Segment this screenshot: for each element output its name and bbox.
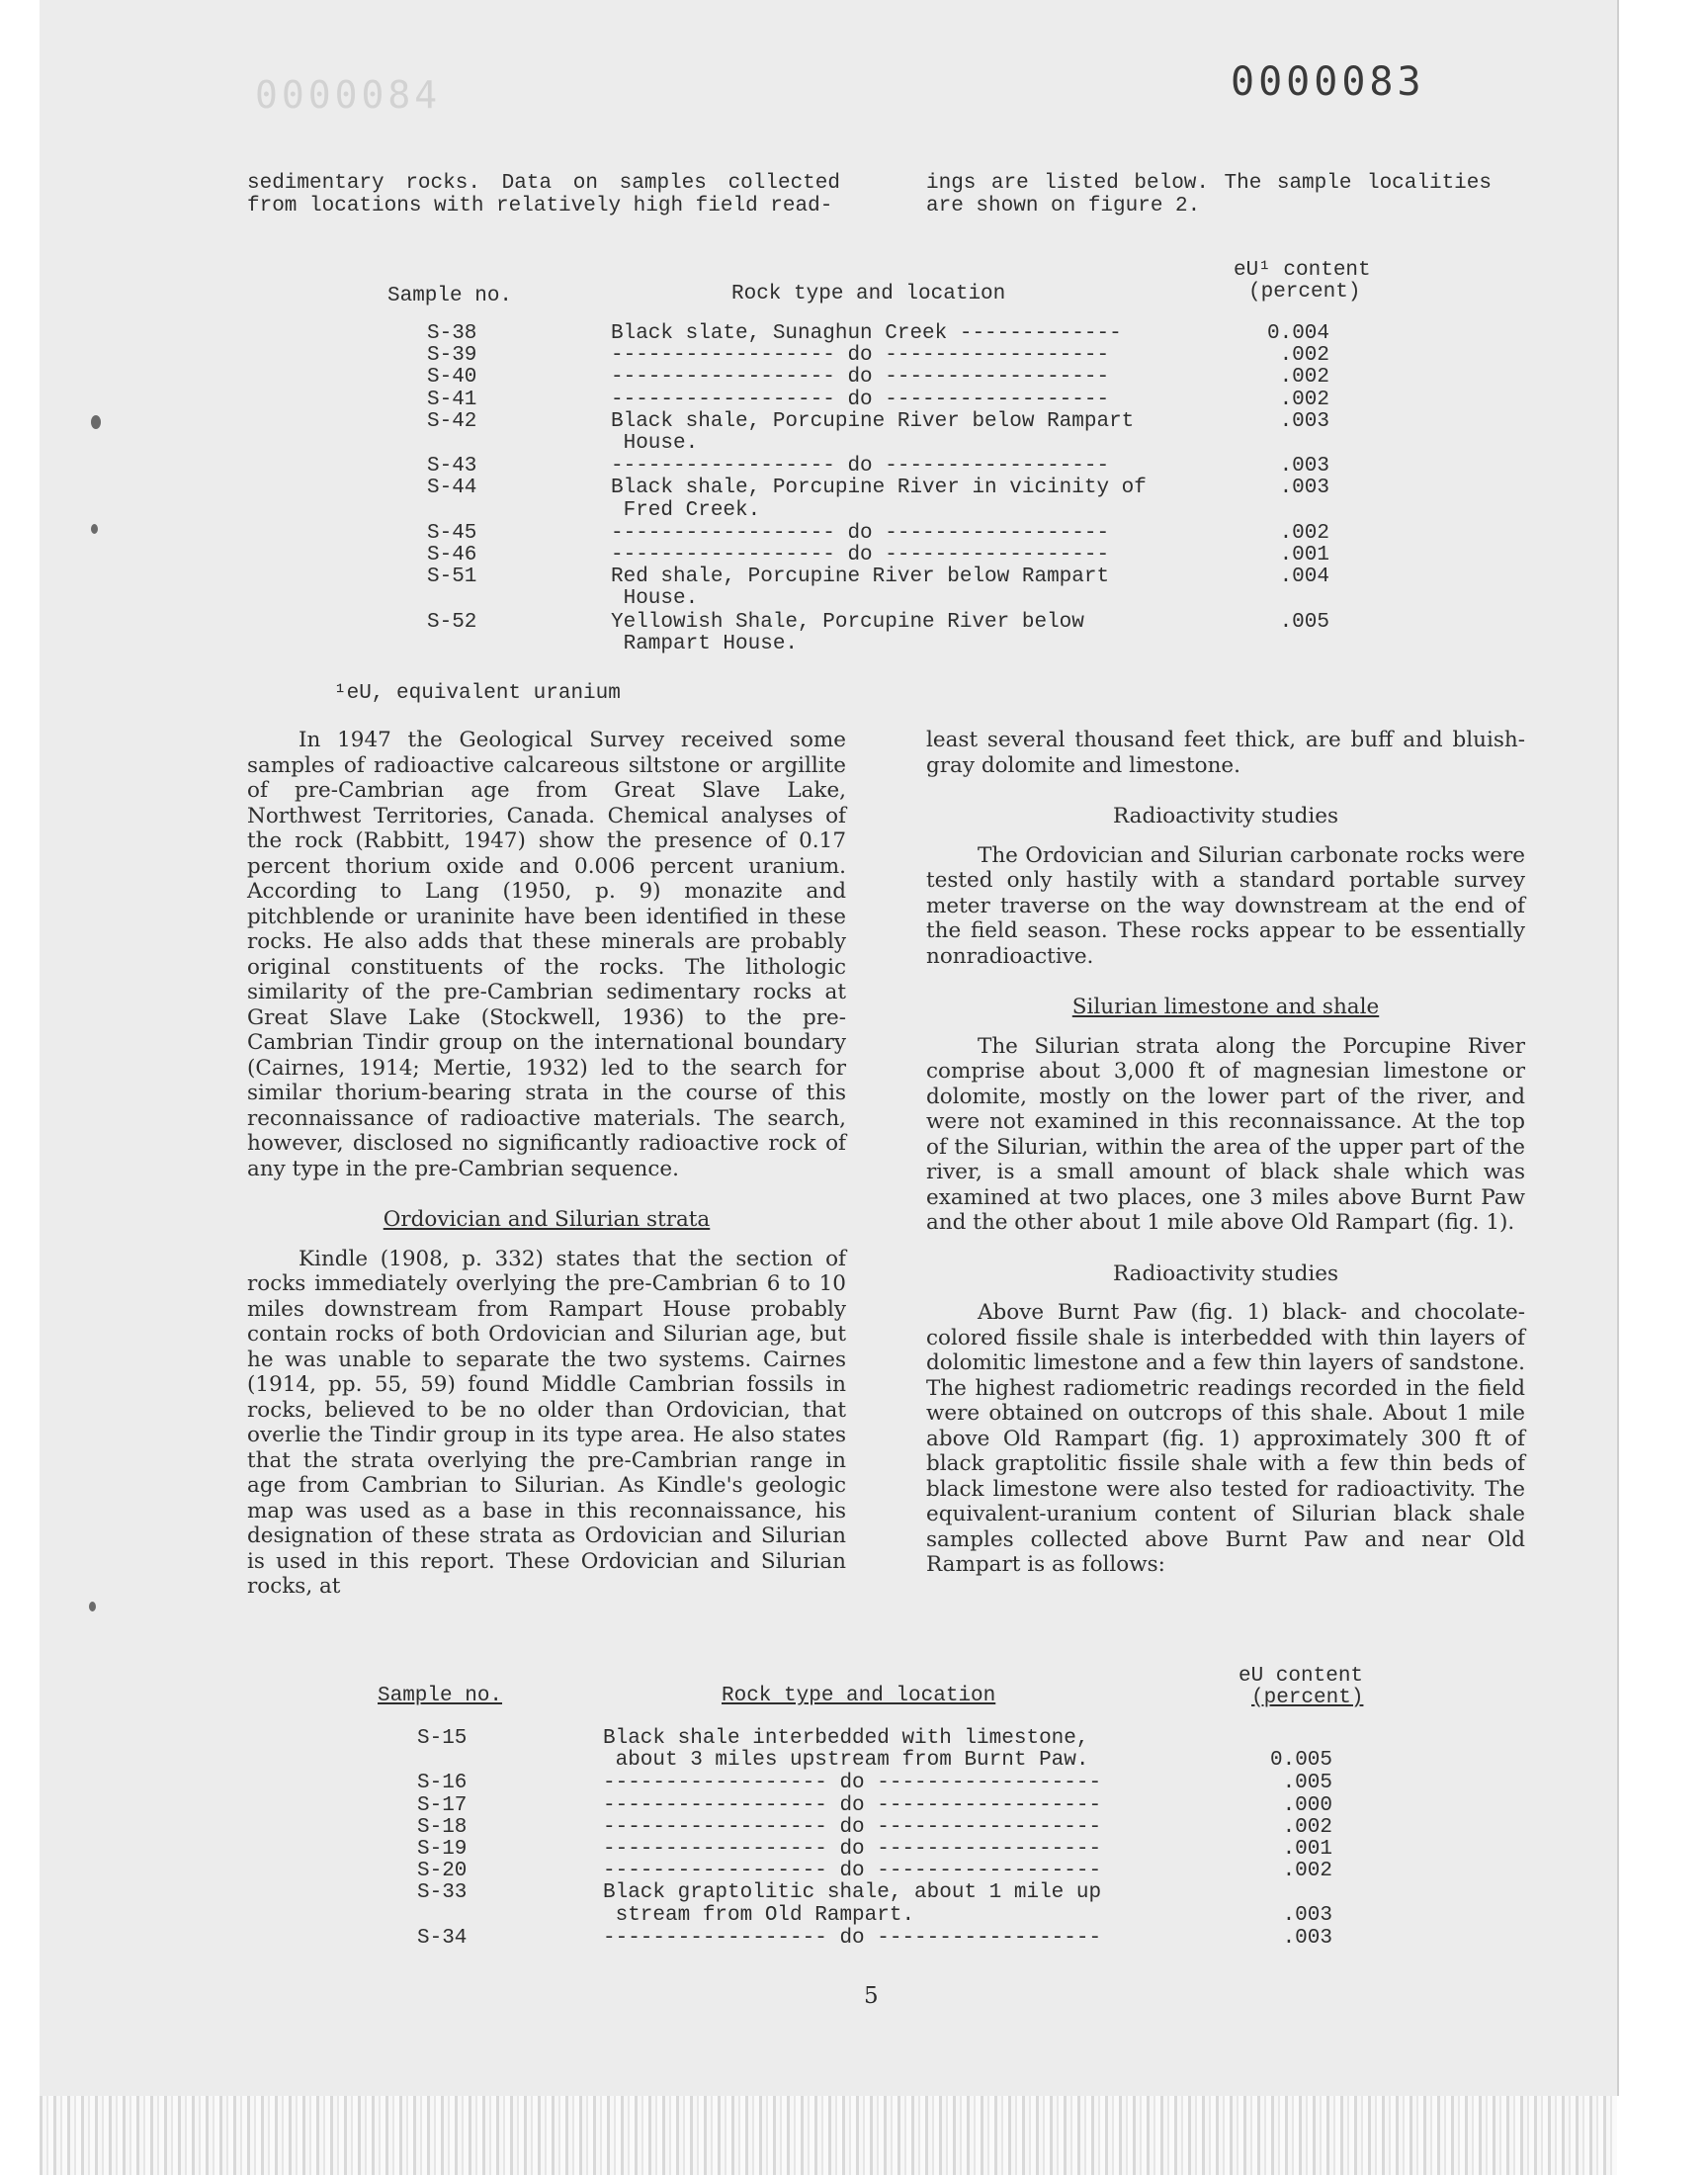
table-cell-rock-type: ------------------ do ------------------ [611, 521, 1110, 545]
section-heading: Ordovician and Silurian strata [383, 1207, 711, 1232]
table-cell-eu-value: 0.004 [1266, 322, 1329, 345]
punch-hole-mark [91, 524, 98, 534]
table2-col-eu: eU content [1238, 1665, 1364, 1688]
table-cell-eu-value: .000 [1282, 1793, 1332, 1817]
table-cell-sample: S-16 [417, 1772, 468, 1795]
table-cell-sample: S-43 [427, 455, 477, 478]
table-cell-sample: S-33 [417, 1881, 468, 1905]
paragraph: Kindle (1908, p. 332) states that the section of rocks immediately overlying the pre-Cambrian 6 to 10 miles downstream from Rampart House probably contain rocks of both Ordovician and Silurian age, but he was unable to separate the two systems. Cairnes (1914, pp. 55, 59) found Middle Cambrian fossils in rocks, believed to be no older than Ordovician, that overlie the Tindir group in its type area. He also states that the strata overlying the pre-Cambrian range in age from Cambrian to Silurian. As Kindle's geologic map was used as a base in this reconnaissance, his designation of these strata as Ordovician and Silurian is used in this report. These Ordovician and Silurian rocks, at [247, 1246, 846, 1599]
table-cell-rock-type-cont: Fred Creek. [611, 498, 761, 522]
table-cell-rock-type: ------------------ do ------------------ [611, 455, 1110, 478]
table-cell-eu-value: .002 [1279, 388, 1329, 411]
table-cell-rock-type-cont: Rampart House. [611, 632, 799, 655]
table2-col-eu-unit: (percent) [1251, 1687, 1364, 1709]
table-cell-sample: S-17 [417, 1793, 468, 1817]
right-column [926, 728, 1525, 1578]
table-cell-sample: S-18 [417, 1815, 468, 1839]
page-number: 5 [864, 1983, 879, 2009]
table-cell-rock-type-cont: House. [611, 432, 699, 455]
table-cell-sample: S-51 [427, 566, 477, 589]
table-cell-eu-value: .005 [1279, 610, 1329, 634]
table2-col-sample: Sample no. [378, 1685, 503, 1707]
table-cell-sample: S-38 [427, 322, 477, 345]
table-cell-sample: S-45 [427, 521, 477, 545]
table-cell-eu-value: .002 [1279, 366, 1329, 390]
bleed-through-number: 0000084 [255, 73, 442, 117]
table-cell-rock-type: Black shale, Porcupine River in vicinity of [611, 477, 1147, 500]
paragraph: Above Burnt Paw (fig. 1) black- and chocolate-colored fissile shale is interbedded with thin layers of dolomitic limestone and a few thin layers of sandstone. The highest radiometric readings recorded in the field were obtained on outcrops of this shale. About 1 mile above Old Rampart (fig. 1) approximately 300 ft of black graptolitic fissile shale with a few thin beds of black limestone were also tested for radioactivity. The equivalent-uranium content of Silurian black shale samples collected above Burnt Paw and near Old Rampart is as follows: [926, 1300, 1525, 1577]
table-cell-eu-value: .005 [1282, 1772, 1332, 1795]
table-cell-eu-value: .003 [1279, 409, 1329, 433]
table-cell-rock-type: ------------------ do ------------------ [603, 1793, 1102, 1817]
table2-col-rock: Rock type and location [722, 1685, 996, 1707]
table-cell-rock-type: Black graptolitic shale, about 1 mile up [603, 1881, 1102, 1905]
intro-left-text: sedimentary rocks. Data on samples collected from locations with relatively high field read- [247, 172, 840, 218]
table-cell-eu-value: .001 [1282, 1838, 1332, 1861]
paragraph: In 1947 the Geological Survey received some samples of radioactive calcareous siltstone or argillite of pre-Cambrian age from Great Slave Lake, Northwest Territories, Canada. Chemical analyses of the rock (Rabbitt, 1947) show the presence of 0.17 percent thorium oxide and 0.006 percent uranium. According to Lang (1950, p. 9) monazite and pitchblende or uraninite have been identified in these rocks. He also adds that these minerals are probably original constituents of the rocks. The lithologic similarity of the pre-Cambrian sedimentary rocks at Great Slave Lake (Stockwell, 1936) to the pre-Cambrian Tindir group on the international boundary (Cairnes, 1914; Mertie, 1932) led to the search for similar thorium-bearing strata in the course of this reconnaissance of radioactive materials. The search, however, disclosed no significantly radioactive rock of any type in the pre-Cambrian sequence. [247, 728, 846, 1181]
table-cell-eu-value: .003 [1282, 1903, 1332, 1927]
section-heading: Silurian limestone and shale [1071, 995, 1380, 1019]
table-cell-rock-type: Black shale, Porcupine River below Rampart [611, 409, 1135, 433]
table1-col-eu-unit: (percent) [1248, 281, 1361, 304]
table-cell-sample: S-41 [427, 388, 477, 411]
table-cell-sample: S-39 [427, 344, 477, 368]
table-cell-rock-type: Black slate, Sunaghun Creek ------------- [611, 322, 1122, 345]
table-cell-rock-type: ------------------ do ------------------ [611, 366, 1110, 390]
table-cell-sample: S-46 [427, 544, 477, 566]
section-heading: Radioactivity studies [1112, 1261, 1339, 1286]
table-cell-eu-value: .002 [1279, 521, 1329, 545]
table-cell-eu-value: .003 [1282, 1926, 1332, 1950]
table-cell-rock-type: ------------------ do ------------------ [611, 388, 1110, 411]
table1-col-eu: eU¹ content [1234, 259, 1371, 282]
table1-col-sample: Sample no. [387, 285, 513, 307]
table-cell-sample: S-20 [417, 1860, 468, 1883]
intro-right-text: ings are listed below. The sample localities are shown on figure 2. [926, 172, 1492, 218]
section-heading: Radioactivity studies [1112, 804, 1339, 828]
table-cell-eu-value: .002 [1282, 1860, 1332, 1883]
punch-hole-mark [89, 1602, 96, 1611]
table1-footnote: ¹eU, equivalent uranium [334, 682, 621, 705]
paragraph: The Ordovician and Silurian carbonate rocks were tested only hastily with a standard portable survey meter traverse on the way downstream at the end of the field season. These rocks appear to be essentially nonradioactive. [926, 842, 1525, 969]
table-cell-rock-type: ------------------ do ------------------ [603, 1926, 1102, 1950]
table-cell-rock-type: ------------------ do ------------------ [603, 1838, 1102, 1861]
table1-col-rock: Rock type and location [731, 283, 1006, 305]
table-cell-sample: S-40 [427, 366, 477, 390]
table-cell-rock-type: Red shale, Porcupine River below Rampart [611, 566, 1110, 589]
table-cell-eu-value: .002 [1282, 1815, 1332, 1839]
left-column [247, 728, 846, 1600]
table-cell-rock-type-cont: House. [611, 587, 699, 611]
table-cell-rock-type-cont: stream from Old Rampart. [603, 1903, 915, 1927]
punch-hole-mark [91, 415, 101, 429]
table-cell-eu-value: .004 [1279, 566, 1329, 589]
table-cell-sample: S-19 [417, 1838, 468, 1861]
table-cell-sample: S-52 [427, 610, 477, 634]
table-cell-rock-type: ------------------ do ------------------ [603, 1860, 1102, 1883]
table-cell-rock-type: Black shale interbedded with limestone, [603, 1727, 1089, 1750]
document-number: 0000083 [1231, 59, 1425, 105]
table-cell-sample: S-15 [417, 1727, 468, 1750]
table-cell-sample: S-34 [417, 1926, 468, 1950]
table-cell-rock-type: ------------------ do ------------------ [603, 1815, 1102, 1839]
table-cell-eu-value: 0.005 [1269, 1749, 1332, 1773]
paragraph: The Silurian strata along the Porcupine River comprise about 3,000 ft of magnesian limestone or dolomite, mostly on the lower part of the river, and were not examined in this reconnaissance. At the top of the Silurian, within the area of the upper part of the river, is a small amount of black shale which was examined at two places, one 3 miles above Burnt Paw and the other about 1 mile above Old Rampart (fig. 1). [926, 1033, 1525, 1235]
paragraph: least several thousand feet thick, are buff and bluish-gray dolomite and limestone. [926, 728, 1525, 778]
table-cell-sample: S-42 [427, 409, 477, 433]
table-cell-eu-value: .002 [1279, 344, 1329, 368]
table-cell-eu-value: .003 [1279, 455, 1329, 478]
table-cell-rock-type: ------------------ do ------------------ [603, 1772, 1102, 1795]
scan-edge-strip [40, 2096, 1617, 2175]
table-cell-rock-type: ------------------ do ------------------ [611, 344, 1110, 368]
table-cell-eu-value: .001 [1279, 544, 1329, 566]
table-cell-rock-type: Yellowish Shale, Porcupine River below [611, 610, 1084, 634]
table-cell-rock-type-cont: about 3 miles upstream from Burnt Paw. [603, 1749, 1089, 1773]
table-cell-rock-type: ------------------ do ------------------ [611, 544, 1110, 566]
table-cell-sample: S-44 [427, 477, 477, 500]
table-cell-eu-value: .003 [1279, 477, 1329, 500]
